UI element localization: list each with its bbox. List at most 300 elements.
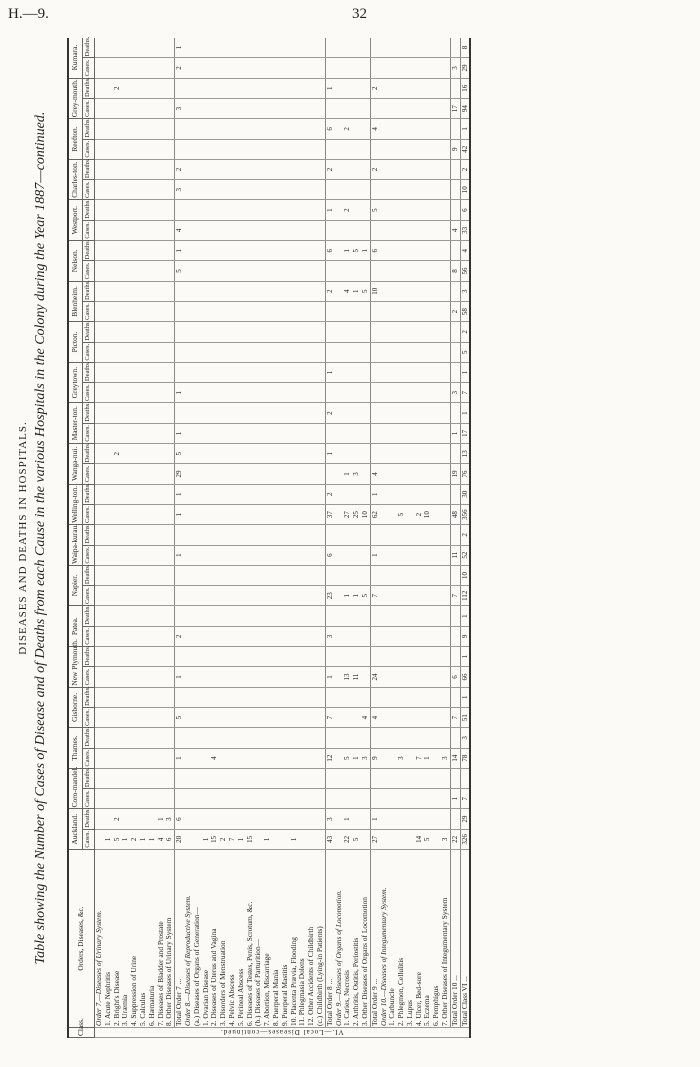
cases-cell: 48 — [450, 504, 460, 524]
deaths-cell — [406, 241, 415, 261]
cases-cell — [193, 707, 202, 727]
cases-cell — [210, 98, 219, 118]
cases-cell — [307, 667, 316, 687]
deaths-cell — [415, 403, 424, 423]
cases-cell: 29 — [460, 58, 470, 78]
cases-cell — [441, 707, 450, 727]
cases-cell: 1 — [263, 829, 272, 849]
cases-cell — [325, 464, 334, 484]
deaths-cell — [184, 281, 193, 301]
deaths-cell — [352, 200, 361, 220]
cases-cell: 15 — [246, 829, 255, 849]
deaths-cell — [343, 362, 352, 382]
cases-header: Cases. — [83, 626, 95, 646]
deaths-cell — [219, 38, 228, 58]
deaths-cell — [193, 687, 202, 707]
cases-cell — [423, 261, 432, 281]
deaths-cell — [193, 159, 202, 179]
deaths-cell — [406, 444, 415, 464]
disease-row — [237, 38, 246, 1038]
order-heading-row — [380, 38, 389, 1038]
deaths-cell — [423, 728, 432, 748]
deaths-cell — [450, 647, 460, 667]
deaths-cell — [121, 647, 130, 667]
deaths-cell — [246, 525, 255, 545]
deaths-cell — [246, 687, 255, 707]
deaths-cell — [202, 200, 211, 220]
cases-cell: 27 — [343, 504, 352, 524]
cases-cell — [165, 707, 174, 727]
deaths-cell — [307, 565, 316, 585]
deaths-cell — [246, 159, 255, 179]
cases-cell — [121, 423, 130, 443]
cases-cell — [157, 301, 166, 321]
cases-cell — [165, 504, 174, 524]
deaths-cell — [316, 647, 325, 667]
cases-cell — [370, 383, 379, 403]
cases-cell — [113, 504, 122, 524]
row-label: 6. Hæmaturia — [148, 850, 157, 1028]
cases-cell — [325, 180, 334, 200]
disease-table — [67, 38, 471, 1038]
deaths-cell — [157, 565, 166, 585]
cases-cell — [237, 545, 246, 565]
cases-cell — [272, 504, 281, 524]
deaths-cell — [272, 281, 281, 301]
cases-cell — [397, 98, 406, 118]
cases-cell — [343, 707, 352, 727]
cases-cell — [335, 586, 344, 606]
deaths-cell — [175, 119, 184, 139]
deaths-cell — [432, 119, 441, 139]
deaths-cell — [370, 728, 379, 748]
deaths-cell — [361, 809, 370, 829]
deaths-cell — [316, 728, 325, 748]
deaths-cell — [263, 322, 272, 342]
cases-cell — [316, 383, 325, 403]
cases-cell: 1 — [423, 748, 432, 768]
deaths-cell — [254, 728, 263, 748]
deaths-cell — [307, 606, 316, 626]
deaths-header: Deaths. — [83, 119, 95, 139]
deaths-cell — [361, 647, 370, 667]
cases-cell — [202, 464, 211, 484]
deaths-cell — [432, 322, 441, 342]
deaths-cell — [397, 565, 406, 585]
deaths-cell — [210, 606, 219, 626]
cases-cell — [415, 301, 424, 321]
cases-cell — [228, 98, 237, 118]
cases-cell — [441, 301, 450, 321]
cases-cell — [184, 383, 193, 403]
deaths-cell — [272, 606, 281, 626]
cases-cell — [432, 748, 441, 768]
cases-cell — [254, 139, 263, 159]
hospital-header: Waipa-kurau. — [68, 525, 83, 566]
deaths-cell — [148, 444, 157, 464]
deaths-cell — [165, 606, 174, 626]
deaths-cell — [352, 525, 361, 545]
cases-cell — [298, 667, 307, 687]
deaths-cell — [246, 484, 255, 504]
deaths-cell — [415, 809, 424, 829]
deaths-cell — [175, 78, 184, 98]
deaths-cell — [335, 525, 344, 545]
disease-row — [219, 38, 228, 1038]
cases-cell — [281, 667, 290, 687]
cases-cell — [237, 58, 246, 78]
cases-cell — [121, 626, 130, 646]
cases-cell — [148, 464, 157, 484]
cases-cell — [130, 504, 139, 524]
deaths-cell — [219, 606, 228, 626]
deaths-cell — [210, 403, 219, 423]
deaths-cell — [272, 444, 281, 464]
deaths-cell — [104, 768, 113, 788]
deaths-cell — [254, 200, 263, 220]
cases-cell — [228, 220, 237, 240]
cases-cell — [219, 667, 228, 687]
cases-cell — [263, 626, 272, 646]
deaths-cell — [397, 78, 406, 98]
cases-header: Cases. — [83, 748, 95, 768]
cases-cell — [352, 301, 361, 321]
deaths-cell — [380, 362, 389, 382]
deaths-cell — [450, 322, 460, 342]
cases-cell — [246, 789, 255, 809]
cases-cell — [263, 667, 272, 687]
deaths-cell — [432, 809, 441, 829]
deaths-cell — [104, 525, 113, 545]
cases-cell — [113, 626, 122, 646]
deaths-cell — [165, 281, 174, 301]
cases-cell — [281, 464, 290, 484]
cases-cell — [380, 789, 389, 809]
deaths-cell — [193, 484, 202, 504]
cases-cell — [397, 220, 406, 240]
cases-cell — [95, 748, 104, 768]
cases-cell — [406, 98, 415, 118]
cases-cell — [139, 504, 148, 524]
disease-row — [281, 38, 290, 1038]
cases-cell — [361, 789, 370, 809]
deaths-cell — [202, 281, 211, 301]
hospital-header: Greytown. — [68, 362, 83, 403]
cases-cell — [237, 98, 246, 118]
cases-cell — [343, 98, 352, 118]
cases-cell — [202, 789, 211, 809]
deaths-cell — [202, 78, 211, 98]
cases-cell — [193, 139, 202, 159]
deaths-cell — [298, 159, 307, 179]
deaths-cell — [307, 362, 316, 382]
cases-cell — [352, 139, 361, 159]
cases-cell — [263, 139, 272, 159]
cases-cell: 1 — [104, 829, 113, 849]
cases-cell — [113, 423, 122, 443]
deaths-cell — [397, 159, 406, 179]
deaths-cell — [380, 38, 389, 58]
deaths-cell — [290, 768, 299, 788]
deaths-cell: 6 — [370, 241, 379, 261]
cases-cell — [202, 504, 211, 524]
cases-cell — [423, 139, 432, 159]
row-label: 11. Phlegmasia Dolens — [298, 850, 307, 1028]
cases-cell — [130, 220, 139, 240]
deaths-cell: 2 — [113, 444, 122, 464]
cases-cell — [130, 58, 139, 78]
disease-row — [193, 38, 202, 1038]
row-label: 1. Acute Nephritis — [104, 850, 113, 1028]
deaths-cell — [202, 768, 211, 788]
cases-cell: 24 — [370, 667, 379, 687]
deaths-cell — [228, 200, 237, 220]
deaths-cell — [210, 565, 219, 585]
deaths-cell — [388, 119, 397, 139]
cases-cell — [139, 545, 148, 565]
deaths-cell — [263, 200, 272, 220]
deaths-cell — [380, 78, 389, 98]
deaths-cell — [148, 403, 157, 423]
deaths-cell — [202, 322, 211, 342]
deaths-cell — [423, 200, 432, 220]
deaths-cell — [165, 444, 174, 464]
cases-cell — [397, 261, 406, 281]
cases-cell — [423, 423, 432, 443]
cases-cell — [272, 586, 281, 606]
deaths-cell — [202, 809, 211, 829]
deaths-cell — [432, 728, 441, 748]
cases-cell — [380, 98, 389, 118]
deaths-cell — [441, 241, 450, 261]
cases-cell — [361, 464, 370, 484]
cases-cell — [193, 504, 202, 524]
deaths-cell — [281, 444, 290, 464]
deaths-cell — [370, 606, 379, 626]
deaths-cell — [210, 200, 219, 220]
cases-cell — [184, 342, 193, 362]
cases-cell — [157, 58, 166, 78]
cases-cell — [237, 626, 246, 646]
deaths-cell — [325, 687, 334, 707]
deaths-cell — [228, 647, 237, 667]
cases-cell — [148, 98, 157, 118]
cases-cell — [307, 789, 316, 809]
deaths-cell — [219, 241, 228, 261]
deaths-cell — [237, 38, 246, 58]
cases-cell — [316, 301, 325, 321]
deaths-cell — [361, 200, 370, 220]
deaths-cell — [121, 444, 130, 464]
cases-cell — [388, 626, 397, 646]
cases-cell — [406, 423, 415, 443]
hospital-header: Nelson. — [68, 241, 83, 282]
disease-row — [246, 38, 255, 1038]
deaths-cell — [441, 159, 450, 179]
deaths-cell — [370, 647, 379, 667]
cases-cell — [432, 342, 441, 362]
row-label: 12. Other Accidents of Childbirth — [307, 850, 316, 1028]
deaths-cell — [193, 403, 202, 423]
deaths-cell — [325, 647, 334, 667]
deaths-cell — [184, 647, 193, 667]
deaths-cell — [343, 525, 352, 545]
row-label: 9. Puerperal Mastitis — [281, 850, 290, 1028]
cases-cell — [148, 301, 157, 321]
cases-cell — [298, 383, 307, 403]
deaths-cell — [423, 281, 432, 301]
deaths-cell — [104, 687, 113, 707]
deaths-cell — [139, 565, 148, 585]
deaths-cell — [228, 281, 237, 301]
cases-cell — [406, 707, 415, 727]
deaths-cell — [397, 768, 406, 788]
cases-cell — [361, 342, 370, 362]
cases-cell — [343, 58, 352, 78]
cases-cell: 112 — [460, 586, 470, 606]
deaths-cell — [380, 200, 389, 220]
deaths-cell — [290, 606, 299, 626]
cases-cell — [104, 789, 113, 809]
deaths-cell — [307, 525, 316, 545]
cases-cell — [228, 586, 237, 606]
cases-cell — [157, 707, 166, 727]
hospital-header: Wanga-nui. — [68, 444, 83, 485]
row-label: 7. Diseases of Bladder and Prostate — [157, 850, 166, 1028]
cases-cell: 3 — [361, 748, 370, 768]
cases-cell: 2 — [450, 301, 460, 321]
cases-cell — [175, 586, 184, 606]
cases-cell — [263, 98, 272, 118]
cases-cell — [228, 139, 237, 159]
deaths-cell — [139, 119, 148, 139]
deaths-cell — [228, 565, 237, 585]
deaths-cell — [335, 606, 344, 626]
cases-cell — [237, 423, 246, 443]
deaths-cell — [95, 403, 104, 423]
cases-cell — [246, 58, 255, 78]
deaths-cell — [406, 565, 415, 585]
deaths-cell — [237, 119, 246, 139]
deaths-cell — [432, 768, 441, 788]
cases-cell: 7 — [460, 789, 470, 809]
deaths-cell — [165, 484, 174, 504]
cases-cell — [281, 586, 290, 606]
table-body — [95, 38, 471, 1038]
cases-cell — [316, 464, 325, 484]
deaths-cell — [335, 444, 344, 464]
deaths-cell — [113, 768, 122, 788]
deaths-cell — [237, 159, 246, 179]
cases-cell — [281, 707, 290, 727]
cases-cell: 1 — [370, 545, 379, 565]
cases-cell — [157, 504, 166, 524]
deaths-cell — [263, 241, 272, 261]
cases-cell — [316, 58, 325, 78]
cases-cell — [388, 707, 397, 727]
deaths-cell — [388, 159, 397, 179]
deaths-cell — [157, 281, 166, 301]
cases-cell — [175, 342, 184, 362]
cases-cell — [219, 58, 228, 78]
cases-cell — [95, 667, 104, 687]
deaths-cell — [343, 565, 352, 585]
deaths-cell — [361, 565, 370, 585]
cases-cell — [121, 139, 130, 159]
deaths-cell — [450, 200, 460, 220]
cases-cell — [202, 139, 211, 159]
deaths-cell — [165, 525, 174, 545]
deaths-cell — [281, 809, 290, 829]
deaths-cell — [290, 403, 299, 423]
cases-cell — [361, 626, 370, 646]
deaths-cell — [95, 728, 104, 748]
cases-cell — [325, 261, 334, 281]
deaths-cell — [184, 606, 193, 626]
cases-cell — [95, 789, 104, 809]
deaths-header: Deaths. — [83, 687, 95, 707]
deaths-cell — [397, 525, 406, 545]
deaths-cell — [237, 78, 246, 98]
cases-header: Cases. — [83, 707, 95, 727]
deaths-cell — [121, 525, 130, 545]
deaths-cell — [335, 362, 344, 382]
deaths-cell — [388, 200, 397, 220]
deaths-cell — [165, 241, 174, 261]
deaths-cell — [423, 768, 432, 788]
deaths-cell — [388, 362, 397, 382]
cases-cell — [121, 464, 130, 484]
cases-cell — [406, 626, 415, 646]
deaths-cell — [388, 38, 397, 58]
cases-cell — [423, 220, 432, 240]
cases-cell — [148, 667, 157, 687]
deaths-cell — [281, 241, 290, 261]
cases-cell — [307, 220, 316, 240]
cases-cell: 1 — [352, 748, 361, 768]
deaths-cell — [406, 159, 415, 179]
cases-cell — [397, 789, 406, 809]
cases-cell — [370, 139, 379, 159]
row-label: 7. Other Diseases of Integumentary System — [441, 850, 450, 1028]
cases-cell — [210, 504, 219, 524]
cases-cell — [165, 667, 174, 687]
deaths-cell — [130, 687, 139, 707]
cases-cell — [343, 383, 352, 403]
deaths-cell — [423, 687, 432, 707]
cases-cell — [370, 261, 379, 281]
deaths-cell — [290, 159, 299, 179]
cases-cell — [228, 180, 237, 200]
deaths-cell — [298, 728, 307, 748]
deaths-cell — [423, 159, 432, 179]
row-label: 3. Uræmia — [121, 850, 130, 1028]
cases-cell — [104, 301, 113, 321]
deaths-cell — [352, 606, 361, 626]
deaths-cell — [184, 565, 193, 585]
deaths-cell — [335, 565, 344, 585]
cases-cell — [202, 667, 211, 687]
deaths-cell — [290, 362, 299, 382]
deaths-cell — [139, 241, 148, 261]
total-row — [325, 38, 334, 1038]
cases-cell: 13 — [343, 667, 352, 687]
deaths-cell — [406, 281, 415, 301]
deaths-cell: 1 — [352, 281, 361, 301]
deaths-cell — [246, 647, 255, 667]
cases-cell — [254, 667, 263, 687]
deaths-cell — [281, 78, 290, 98]
